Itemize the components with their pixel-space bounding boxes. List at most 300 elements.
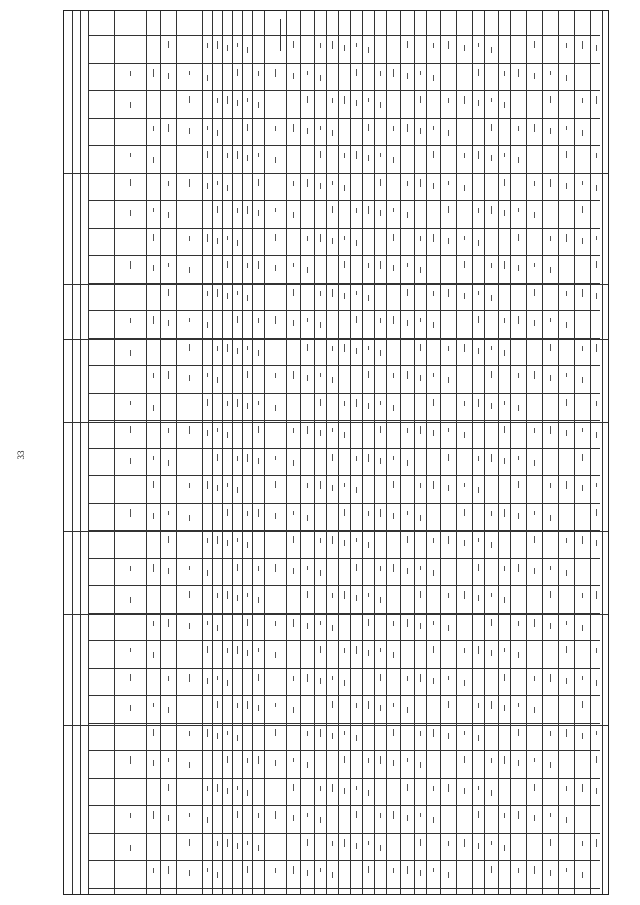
cell-mark bbox=[247, 701, 248, 709]
cell-mark bbox=[448, 593, 449, 598]
cell-mark bbox=[153, 234, 154, 241]
grid-column-line bbox=[456, 11, 457, 894]
cell-mark bbox=[227, 261, 228, 268]
cell-mark bbox=[237, 735, 238, 741]
grid-row-line bbox=[88, 805, 600, 806]
cell-mark bbox=[448, 454, 449, 461]
cell-mark bbox=[534, 41, 535, 48]
cell-mark bbox=[275, 157, 276, 163]
cell-mark bbox=[307, 96, 308, 103]
cell-mark bbox=[504, 705, 505, 711]
cell-mark bbox=[566, 234, 567, 242]
grid-column-line bbox=[558, 11, 559, 894]
cell-mark bbox=[189, 591, 190, 598]
cell-mark bbox=[380, 458, 381, 464]
cell-mark bbox=[227, 648, 228, 653]
grid-column-line bbox=[426, 11, 427, 894]
cell-mark bbox=[420, 375, 421, 381]
cell-mark bbox=[168, 536, 169, 543]
cell-mark bbox=[293, 212, 294, 218]
cell-mark bbox=[433, 151, 434, 158]
cell-mark bbox=[332, 625, 333, 631]
grid-row-line bbox=[88, 200, 600, 201]
cell-mark bbox=[153, 69, 154, 77]
cell-mark bbox=[478, 316, 479, 323]
cell-mark bbox=[344, 591, 345, 599]
cell-mark bbox=[407, 263, 408, 267]
cell-mark bbox=[448, 485, 449, 491]
cell-mark bbox=[550, 483, 551, 488]
cell-mark bbox=[393, 729, 394, 736]
cell-mark bbox=[189, 236, 190, 241]
cell-mark bbox=[217, 98, 218, 103]
cell-mark bbox=[247, 155, 248, 161]
cell-mark bbox=[217, 784, 218, 792]
cell-mark bbox=[168, 619, 169, 627]
cell-mark bbox=[550, 839, 551, 846]
cell-mark bbox=[130, 756, 131, 764]
cell-mark bbox=[189, 623, 190, 629]
cell-mark bbox=[332, 872, 333, 878]
cell-mark bbox=[478, 564, 479, 571]
cell-mark bbox=[344, 185, 345, 191]
cell-mark bbox=[227, 756, 228, 763]
cell-mark bbox=[518, 481, 519, 488]
cell-mark bbox=[407, 866, 408, 874]
cell-mark bbox=[168, 320, 169, 326]
grid-column-line bbox=[212, 11, 213, 894]
cell-mark bbox=[332, 289, 333, 297]
cell-mark bbox=[207, 786, 208, 791]
cell-mark bbox=[596, 185, 597, 191]
cell-mark bbox=[130, 705, 131, 711]
grid-column-line bbox=[202, 11, 203, 894]
grid-column-line bbox=[252, 11, 253, 894]
cell-mark bbox=[504, 597, 505, 603]
grid-column-line bbox=[176, 11, 177, 894]
cell-mark bbox=[433, 538, 434, 543]
rotated-table-sheet bbox=[63, 10, 609, 895]
cell-mark bbox=[207, 183, 208, 189]
cell-mark bbox=[491, 346, 492, 350]
cell-mark bbox=[596, 261, 597, 268]
cell-mark bbox=[153, 652, 154, 658]
cell-mark bbox=[504, 845, 505, 851]
cell-mark bbox=[566, 729, 567, 737]
cell-mark bbox=[356, 786, 357, 790]
cell-mark bbox=[433, 399, 434, 406]
cell-mark bbox=[275, 69, 276, 77]
cell-mark bbox=[380, 566, 381, 571]
cell-mark bbox=[307, 128, 308, 134]
cell-mark bbox=[237, 487, 238, 493]
cell-mark bbox=[504, 71, 505, 76]
cell-mark bbox=[596, 509, 597, 516]
cell-mark bbox=[153, 481, 154, 488]
cell-mark bbox=[307, 839, 308, 846]
cell-mark bbox=[237, 208, 238, 213]
cell-mark bbox=[189, 515, 190, 521]
cell-mark bbox=[344, 509, 345, 516]
cell-mark bbox=[478, 735, 479, 741]
cell-mark bbox=[153, 760, 154, 766]
cell-mark bbox=[407, 212, 408, 218]
cell-mark bbox=[478, 151, 479, 159]
cell-mark bbox=[596, 680, 597, 686]
cell-mark bbox=[320, 817, 321, 823]
cell-mark bbox=[566, 322, 567, 328]
cell-mark bbox=[275, 868, 276, 873]
cell-mark bbox=[596, 401, 597, 406]
cell-mark bbox=[478, 703, 479, 708]
cell-mark bbox=[344, 344, 345, 352]
cell-mark bbox=[380, 648, 381, 652]
grid-column-line bbox=[526, 11, 527, 894]
cell-mark bbox=[464, 96, 465, 104]
cell-mark bbox=[420, 566, 421, 570]
cell-mark bbox=[380, 597, 381, 603]
cell-mark bbox=[550, 623, 551, 629]
cell-mark bbox=[420, 236, 421, 241]
cell-mark bbox=[189, 375, 190, 381]
cell-mark bbox=[217, 130, 218, 136]
grid-row-line bbox=[88, 118, 600, 119]
cell-mark bbox=[356, 316, 357, 323]
cell-mark bbox=[596, 96, 597, 104]
cell-mark bbox=[550, 344, 551, 351]
cell-mark bbox=[448, 872, 449, 878]
cell-mark bbox=[332, 428, 333, 432]
cell-mark bbox=[275, 703, 276, 707]
grid-row-line bbox=[88, 475, 600, 476]
cell-mark bbox=[168, 41, 169, 48]
cell-mark bbox=[258, 458, 259, 464]
cell-mark bbox=[247, 371, 248, 378]
cell-mark bbox=[491, 758, 492, 763]
cell-mark bbox=[448, 701, 449, 708]
cell-mark bbox=[332, 98, 333, 103]
cell-mark bbox=[130, 648, 131, 652]
cell-mark bbox=[534, 536, 535, 543]
cell-mark bbox=[566, 786, 567, 791]
cell-mark bbox=[153, 513, 154, 519]
cell-mark bbox=[207, 75, 208, 81]
grid-column-line bbox=[146, 11, 147, 894]
cell-mark bbox=[275, 729, 276, 736]
cell-mark bbox=[566, 151, 567, 158]
cell-mark bbox=[596, 648, 597, 653]
cell-mark bbox=[491, 841, 492, 845]
cell-mark bbox=[258, 401, 259, 405]
cell-mark bbox=[168, 511, 169, 515]
cell-mark bbox=[227, 401, 228, 406]
cell-mark bbox=[237, 151, 238, 159]
cell-mark bbox=[448, 841, 449, 846]
cell-mark bbox=[582, 536, 583, 544]
header-rule bbox=[314, 431, 315, 731]
cell-mark bbox=[491, 98, 492, 102]
cell-mark bbox=[307, 623, 308, 629]
cell-mark bbox=[407, 41, 408, 48]
cell-mark bbox=[478, 786, 479, 790]
cell-mark bbox=[478, 538, 479, 542]
cell-mark bbox=[168, 212, 169, 218]
cell-mark bbox=[217, 41, 218, 49]
cell-mark bbox=[478, 240, 479, 246]
cell-mark bbox=[368, 206, 369, 214]
cell-mark bbox=[393, 760, 394, 766]
cell-mark bbox=[168, 568, 169, 574]
cell-mark bbox=[407, 428, 408, 433]
cell-mark bbox=[518, 157, 519, 163]
cell-mark bbox=[217, 377, 218, 383]
cell-mark bbox=[566, 678, 567, 684]
cell-mark bbox=[207, 646, 208, 653]
cell-mark bbox=[420, 623, 421, 629]
cell-mark bbox=[258, 71, 259, 76]
cell-mark bbox=[275, 652, 276, 658]
cell-mark bbox=[380, 813, 381, 818]
cell-mark bbox=[217, 593, 218, 598]
cell-mark bbox=[504, 153, 505, 157]
cell-mark bbox=[275, 513, 276, 519]
cell-mark bbox=[491, 454, 492, 462]
cell-mark bbox=[207, 538, 208, 543]
cell-mark bbox=[130, 179, 131, 186]
grid-column-line bbox=[590, 11, 591, 894]
cell-mark bbox=[566, 183, 567, 189]
cell-mark bbox=[550, 71, 551, 75]
section-rule bbox=[64, 531, 608, 532]
cell-mark bbox=[153, 405, 154, 411]
grid-row-line bbox=[88, 448, 600, 449]
cell-mark bbox=[293, 511, 294, 515]
cell-mark bbox=[356, 100, 357, 106]
cell-mark bbox=[320, 570, 321, 576]
section-rule bbox=[64, 614, 608, 615]
cell-mark bbox=[320, 43, 321, 48]
grid-column-line bbox=[574, 11, 575, 894]
cell-mark bbox=[258, 813, 259, 818]
cell-mark bbox=[217, 872, 218, 878]
cell-mark bbox=[217, 536, 218, 544]
cell-mark bbox=[534, 371, 535, 379]
cell-mark bbox=[407, 511, 408, 515]
section-rule bbox=[64, 339, 608, 340]
cell-mark bbox=[534, 320, 535, 326]
cell-mark bbox=[368, 403, 369, 409]
cell-mark bbox=[582, 428, 583, 432]
cell-mark bbox=[420, 128, 421, 134]
cell-mark bbox=[518, 868, 519, 873]
cell-mark bbox=[344, 788, 345, 794]
cell-mark bbox=[189, 71, 190, 75]
cell-mark bbox=[566, 481, 567, 489]
cell-mark bbox=[550, 731, 551, 736]
cell-mark bbox=[582, 130, 583, 136]
cell-mark bbox=[189, 839, 190, 846]
cell-mark bbox=[247, 98, 248, 102]
cell-mark bbox=[275, 373, 276, 378]
cell-mark bbox=[332, 238, 333, 244]
cell-mark bbox=[153, 373, 154, 378]
cell-mark bbox=[504, 102, 505, 108]
cell-mark bbox=[504, 648, 505, 652]
cell-mark bbox=[407, 124, 408, 132]
cell-mark bbox=[189, 318, 190, 322]
cell-mark bbox=[237, 843, 238, 849]
cell-mark bbox=[247, 841, 248, 845]
cell-mark bbox=[464, 648, 465, 653]
cell-mark bbox=[320, 75, 321, 81]
cell-mark bbox=[307, 731, 308, 736]
cell-mark bbox=[332, 454, 333, 461]
cell-mark bbox=[275, 316, 276, 324]
cell-mark bbox=[153, 729, 154, 736]
cell-mark bbox=[320, 481, 321, 489]
cell-mark bbox=[332, 130, 333, 136]
cell-mark bbox=[534, 758, 535, 762]
cell-mark bbox=[130, 350, 131, 356]
grid-column-line bbox=[498, 11, 499, 894]
cell-mark bbox=[534, 784, 535, 791]
cell-mark bbox=[380, 102, 381, 108]
cell-mark bbox=[153, 868, 154, 873]
cell-mark bbox=[582, 346, 583, 351]
cell-mark bbox=[307, 318, 308, 322]
cell-mark bbox=[582, 733, 583, 739]
cell-mark bbox=[380, 71, 381, 76]
cell-mark bbox=[247, 542, 248, 548]
cell-mark bbox=[596, 540, 597, 546]
cell-mark bbox=[433, 868, 434, 872]
cell-mark bbox=[307, 674, 308, 682]
cell-mark bbox=[356, 208, 357, 213]
cell-mark bbox=[534, 619, 535, 627]
cell-mark bbox=[275, 811, 276, 819]
grid-row-line bbox=[88, 503, 600, 504]
cell-mark bbox=[566, 570, 567, 576]
cell-mark bbox=[566, 646, 567, 653]
cell-mark bbox=[478, 894, 479, 895]
cell-mark bbox=[380, 845, 381, 851]
cell-mark bbox=[320, 894, 321, 895]
cell-mark bbox=[448, 41, 449, 49]
cell-mark bbox=[247, 511, 248, 516]
cell-mark bbox=[189, 128, 190, 134]
cell-mark bbox=[491, 593, 492, 597]
cell-mark bbox=[320, 322, 321, 328]
grid-row-line bbox=[88, 695, 600, 696]
cell-mark bbox=[168, 124, 169, 132]
cell-mark bbox=[368, 841, 369, 845]
cell-mark bbox=[207, 291, 208, 296]
cell-mark bbox=[247, 650, 248, 656]
grid-column-line bbox=[386, 11, 387, 894]
cell-mark bbox=[258, 845, 259, 851]
grid-row-line bbox=[88, 255, 600, 256]
cell-mark bbox=[380, 401, 381, 405]
cell-mark bbox=[433, 183, 434, 189]
cell-mark bbox=[307, 426, 308, 434]
cell-mark bbox=[189, 426, 190, 434]
cell-mark bbox=[380, 261, 381, 269]
cell-mark bbox=[332, 181, 333, 185]
cell-mark bbox=[464, 153, 465, 158]
cell-mark bbox=[420, 267, 421, 273]
cell-mark bbox=[534, 707, 535, 713]
cell-mark bbox=[227, 591, 228, 599]
cell-mark bbox=[534, 124, 535, 132]
cell-mark bbox=[320, 786, 321, 791]
cell-mark bbox=[393, 157, 394, 163]
cell-mark bbox=[217, 181, 218, 185]
cell-mark bbox=[393, 373, 394, 378]
cell-mark bbox=[168, 460, 169, 466]
cell-mark bbox=[217, 206, 218, 213]
cell-mark bbox=[393, 234, 394, 241]
cell-mark bbox=[368, 155, 369, 161]
cell-mark bbox=[237, 348, 238, 354]
cell-mark bbox=[227, 788, 228, 794]
cell-mark bbox=[356, 240, 357, 246]
cell-mark bbox=[368, 593, 369, 597]
cell-mark bbox=[130, 426, 131, 433]
cell-mark bbox=[344, 236, 345, 240]
cell-mark bbox=[207, 894, 208, 895]
cell-mark bbox=[356, 151, 357, 159]
grid-column-line bbox=[440, 11, 441, 894]
cell-mark bbox=[207, 234, 208, 242]
cell-mark bbox=[582, 676, 583, 680]
cell-mark bbox=[448, 625, 449, 631]
cell-mark bbox=[307, 870, 308, 876]
cell-mark bbox=[227, 432, 228, 438]
header-rule bbox=[326, 29, 327, 211]
cell-mark bbox=[433, 729, 434, 737]
cell-mark bbox=[344, 680, 345, 686]
cell-mark bbox=[550, 128, 551, 134]
cell-mark bbox=[247, 619, 248, 626]
cell-mark bbox=[332, 784, 333, 792]
grid-column-line bbox=[362, 11, 363, 894]
grid-row-line bbox=[88, 668, 600, 669]
cell-mark bbox=[237, 564, 238, 571]
cell-mark bbox=[320, 868, 321, 872]
cell-mark bbox=[275, 405, 276, 411]
cell-mark bbox=[293, 428, 294, 433]
cell-mark bbox=[293, 263, 294, 267]
cell-mark bbox=[247, 124, 248, 131]
cell-mark bbox=[504, 674, 505, 681]
cell-mark bbox=[550, 179, 551, 187]
cell-mark bbox=[207, 621, 208, 625]
cell-mark bbox=[320, 234, 321, 242]
cell-mark bbox=[433, 646, 434, 653]
cell-mark bbox=[293, 289, 294, 296]
section-rule bbox=[64, 422, 608, 423]
cell-mark bbox=[504, 458, 505, 464]
cell-mark bbox=[534, 263, 535, 267]
cell-mark bbox=[168, 866, 169, 874]
cell-mark bbox=[168, 758, 169, 762]
cell-mark bbox=[237, 69, 238, 76]
grid-row-line bbox=[88, 90, 600, 91]
cell-mark bbox=[393, 564, 394, 572]
cell-mark bbox=[518, 316, 519, 324]
grid-column-line bbox=[114, 11, 115, 894]
cell-mark bbox=[566, 126, 567, 130]
